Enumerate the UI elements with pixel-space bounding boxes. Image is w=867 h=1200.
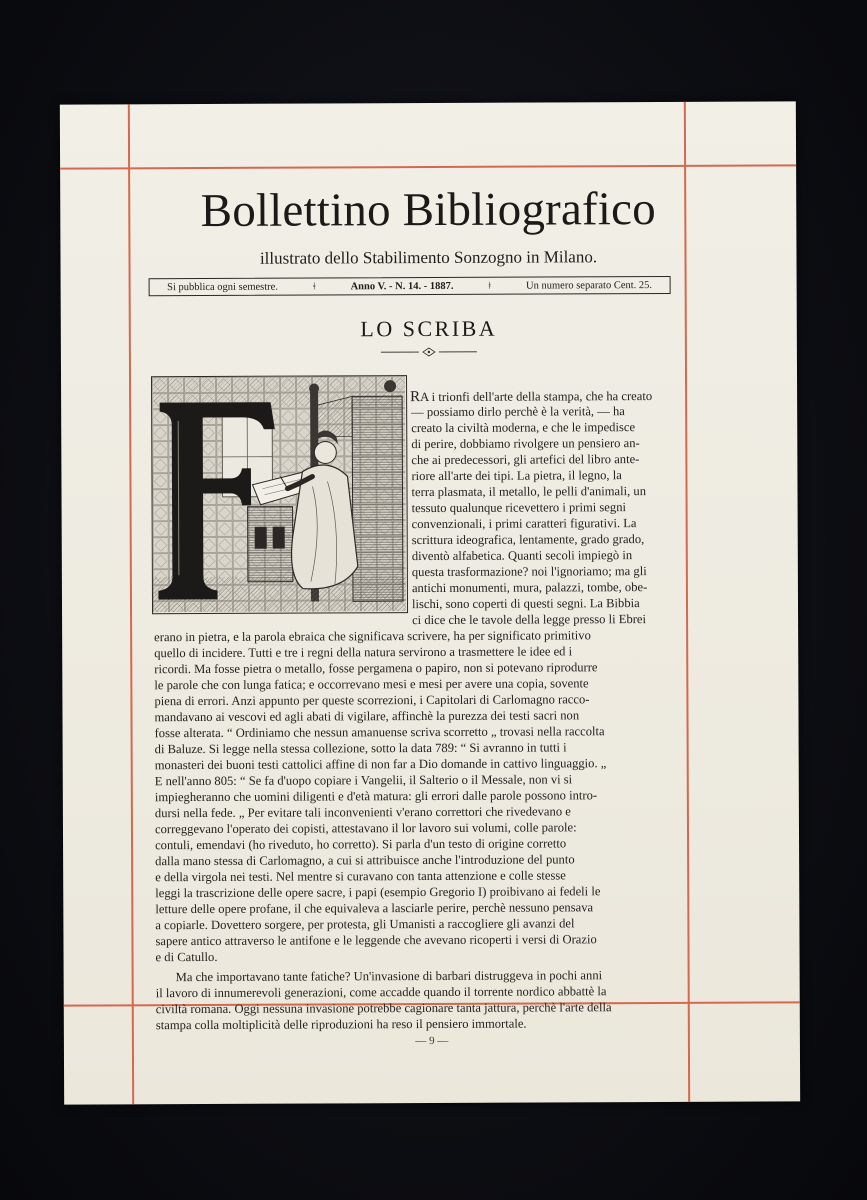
article-line: piena di errori. Anzi appunto per queste scorrezioni, i Capitolari di Carlomagno racco- [154, 692, 590, 709]
article-line: mandavano ai vescovi ed agli abati di vigilare, affinchè la purezza dei testi sacri non [154, 708, 580, 725]
article-line: quello di incidere. Tutti e tre i regni della natura servirono a trasmettere le idee ed i [154, 644, 573, 661]
red-rule-top [60, 164, 796, 169]
article-line: dursi nella fede. „ Per evitare tali inconvenienti v'erano correttori che rivedevano e [154, 804, 571, 821]
article-line: dalla mano stessa di Carlomagno, a cui si attribuisce anche l'introduzione del punto [155, 852, 575, 869]
dagger-ornament: ǂ [488, 280, 492, 292]
article-line: ricordi. Ma fosse pietra o metallo, fosse pergamena o papiro, non si potevano riprodurre [154, 660, 598, 677]
article-line: questa trasformazione? noi l'ignoriamo; ma gli [411, 564, 647, 580]
scribe-illustration [152, 376, 406, 612]
article-line: monasteri dei buoni testi cattolici affine di non far a Dio domande in cattivo linguaggio. „ [154, 756, 607, 773]
article-line: Ma che importavano tante fatiche? Un'invasione di barbari distruggeva in pochi anni [175, 968, 603, 985]
article-line: di Baluze. Si legge nella stessa collezione, sotto la data 789: “ Si avranno in tutti i [154, 740, 567, 757]
newspaper-page [60, 101, 800, 1104]
article-line: tessuto qualunque ricevettero i primi segni [411, 500, 627, 516]
issue-number: Anno V. - N. 14. - 1887. [350, 280, 454, 292]
article-line: leggi la trascrizione delle opere sacre, i papi (esempio Gregorio I) proibivano ai fedeli le [155, 884, 601, 901]
drop-cap-continuation: R [410, 389, 421, 406]
article-line: a copiarle. Dovettero sorgere, per protesta, gli Umanisti a raccogliere gli avanzi del [155, 916, 575, 933]
dagger-ornament: ǂ [312, 280, 316, 293]
article-line: e della virgola nei testi. Nel mentre si curavano con tanta attenzione e colle stesse [155, 868, 566, 885]
article-line: le parole che con lunga fatica; e occorrevano mesi e mesi per avere una copia, sovente [154, 676, 589, 693]
article-line: e di Catullo. [155, 949, 218, 965]
article-line: scrittura ideografica, lentamente, grado grado, [411, 532, 645, 548]
article-line: diventò alfabetica. Quanti secoli impiegò in [411, 548, 633, 564]
article-line: impiegheranno che uomini diligenti e d'età matura: gli errori dalle parole possono intro- [154, 788, 598, 805]
article-line: sapere antico attraverso le antifone e le leggende che avevano ricoperti i versi di Orazio [155, 932, 597, 949]
article-line: — possiamo dirlo perchè è la verità, — ha [411, 404, 625, 420]
masthead-subtitle: illustrato dello Stabilimento Sonzogno in Milano. [259, 247, 598, 268]
page-number: — 9 — [415, 1034, 449, 1048]
article-line: convenzionali, i primi caratteri figurativi. La [411, 516, 637, 532]
article-line: terra plasmata, il metallo, le pelli d'animali, un [411, 484, 647, 500]
issue-price: Un numero separato Cent. 25. [526, 279, 653, 292]
article-line-text: A i trionfi dell'arte della stampa, che ha creato [420, 389, 653, 405]
article-line: ci dice che le tavole della legge presso li Ebrei [412, 612, 647, 628]
article-title: LO SCRIBA [360, 315, 498, 342]
article-line: di perire, dobbiamo rivolgere un pensiero an- [411, 436, 640, 452]
article-line: stampa colla moltiplicità delle riproduzioni ha reso il pensiero immortale. [155, 1016, 527, 1033]
article-line: fosse alterata. “ Ordiniamo che nessun amanuense scriva scorretto „ trovasi nella raccolta [154, 724, 605, 741]
masthead-title: Bollettino Bibliografico [200, 183, 656, 237]
article-line: correggevano l'operato dei copisti, attestavano il lor lavoro sui volumi, colle parole: [154, 820, 577, 837]
scribe-engraving [151, 375, 408, 614]
article-line: riore all'arte dei tipi. La pietra, il legno, la [411, 468, 622, 484]
issue-info-bar [149, 276, 671, 296]
title-ornament-icon [379, 347, 479, 357]
article-line: che ai predecessori, gli artefici del libro ante- [411, 452, 640, 468]
publication-frequency: Si pubblica ogni semestre. [167, 281, 278, 293]
article-line: letture delle opere profane, il che equivaleva a lasciarle perire, perchè nessuno pensava [155, 900, 594, 917]
article-line: civiltà romana. Oggi nessuna invasione potrebbe cagionare tanta jattura, perchè l'arte della [155, 1000, 612, 1017]
article-line: creato la civiltà moderna, e che le impedisce [411, 420, 636, 436]
article-line: il lavoro di innumerevoli generazioni, come accadde quando il torrente nordico abbattè la [155, 984, 607, 1001]
article-line: contuli, emendavi (ho riveduto, ho corretto). Si parla d'un testo di origine corretto [155, 836, 567, 853]
article-line: erano in pietra, e la parola ebraica che significava scrivere, ha per significato primitivo [154, 628, 591, 645]
article-line: antichi monumenti, mura, palazzi, tombe, obe- [411, 580, 648, 596]
article-line: E nell'anno 805: “ Se fa d'uopo copiare i Vangelii, il Salterio o il Messale, non vi si [154, 772, 573, 789]
article-line: lischi, sono coperti di questi segni. La Bibbia [411, 596, 640, 612]
